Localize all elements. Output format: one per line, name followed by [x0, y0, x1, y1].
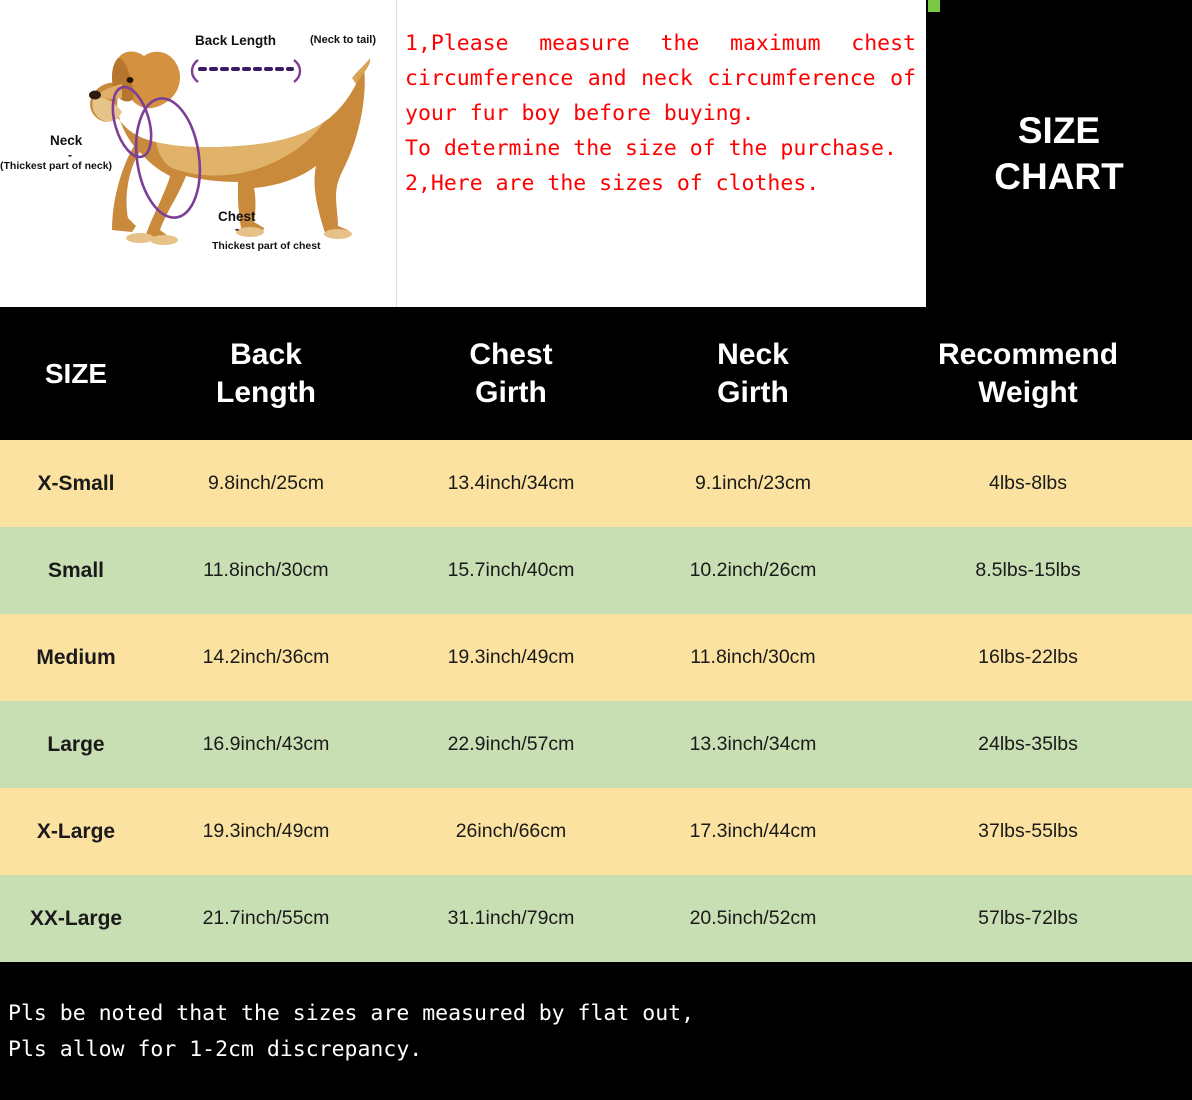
instruction-line-1: 1,Please measure the maximum chest circumference and neck circumference of your fur boy before buying. [405, 31, 916, 126]
cell-chest-girth: 15.7inch/40cm [380, 527, 642, 614]
cell-size: X-Large [0, 788, 152, 875]
cell-chest-girth: 19.3inch/49cm [380, 614, 642, 701]
cell-back-length: 19.3inch/49cm [152, 788, 380, 875]
cell-back-length: 14.2inch/36cm [152, 614, 380, 701]
cell-recommend-weight: 8.5lbs-15lbs [864, 527, 1192, 614]
instruction-line-3: 2,Here are the sizes of clothes. [405, 171, 820, 196]
cell-back-length: 21.7inch/55cm [152, 875, 380, 962]
column-header-neck-girth-line1: Neck [717, 337, 789, 371]
neck-note: (Thickest part of neck) [0, 160, 113, 172]
cell-size: Small [0, 527, 152, 614]
cell-recommend-weight: 16lbs-22lbs [864, 614, 1192, 701]
cell-chest-girth: 26inch/66cm [380, 788, 642, 875]
column-header-chest-girth-line1: Chest [469, 337, 553, 371]
cell-neck-girth: 9.1inch/23cm [642, 440, 864, 527]
column-header-back-length-line1: Back [230, 337, 302, 371]
back-length-note: (Neck to tail) [310, 34, 377, 46]
cell-size: Medium [0, 614, 152, 701]
column-header-size [0, 307, 152, 440]
neck-dash: - [68, 148, 72, 162]
column-header-back-length-line2: Length [216, 375, 316, 409]
chest-label: Chest [218, 209, 256, 224]
table-header-row [0, 307, 1192, 440]
size-chart-title-box [926, 0, 1192, 307]
table-header [0, 307, 1192, 440]
table-row [0, 875, 1192, 962]
table-row [0, 440, 1192, 527]
dog-drawing-icon [60, 38, 370, 253]
cell-chest-girth: 31.1inch/79cm [380, 875, 642, 962]
page-title [994, 108, 1123, 200]
cell-recommend-weight: 37lbs-55lbs [864, 788, 1192, 875]
instruction-line-2: To determine the size of the purchase. [405, 136, 897, 161]
back-length-label: Back Length [195, 33, 277, 48]
column-header-neck-girth [642, 307, 864, 440]
dog-measurement-illustration [0, 0, 396, 307]
cell-size: XX-Large [0, 875, 152, 962]
chest-dash: - [235, 222, 239, 236]
column-header-neck-girth-line2: Girth [717, 375, 789, 409]
column-header-chest-girth-line2: Girth [475, 375, 547, 409]
cell-recommend-weight: 24lbs-35lbs [864, 701, 1192, 788]
cell-chest-girth: 13.4inch/34cm [380, 440, 642, 527]
page-title-line-1: SIZE [1017, 109, 1101, 151]
cell-neck-girth: 20.5inch/52cm [642, 875, 864, 962]
column-header-back-length [152, 307, 380, 440]
cell-neck-girth: 13.3inch/34cm [642, 701, 864, 788]
footer-line-2: Pls allow for 1-2cm discrepancy. [8, 1037, 423, 1062]
cell-size: X-Small [0, 440, 152, 527]
cell-back-length: 9.8inch/25cm [152, 440, 380, 527]
column-header-recommend-weight-line1: Recommend [937, 337, 1119, 371]
corner-accent-marker [928, 0, 940, 12]
table-body [0, 440, 1192, 962]
column-header-size-line1: SIZE [44, 357, 108, 389]
column-header-recommend-weight-line2: Weight [978, 375, 1078, 409]
cell-neck-girth: 11.8inch/30cm [642, 614, 864, 701]
footer-line-1: Pls be noted that the sizes are measured by flat out, [8, 1001, 695, 1026]
neck-label: Neck [50, 133, 83, 148]
page-title-line-2: CHART [994, 155, 1124, 197]
cell-neck-girth: 17.3inch/44cm [642, 788, 864, 875]
cell-recommend-weight: 4lbs-8lbs [864, 440, 1192, 527]
dog-figure [60, 38, 370, 253]
column-header-chest-girth [380, 307, 642, 440]
cell-size: Large [0, 701, 152, 788]
cell-neck-girth: 10.2inch/26cm [642, 527, 864, 614]
table-row [0, 788, 1192, 875]
table-row [0, 701, 1192, 788]
cell-chest-girth: 22.9inch/57cm [380, 701, 642, 788]
column-header-recommend-weight [864, 307, 1192, 440]
table-row [0, 614, 1192, 701]
table-row [0, 527, 1192, 614]
cell-back-length: 16.9inch/43cm [152, 701, 380, 788]
cell-recommend-weight: 57lbs-72lbs [864, 875, 1192, 962]
cell-back-length: 11.8inch/30cm [152, 527, 380, 614]
size-chart-table [0, 307, 1192, 962]
top-section [0, 0, 1192, 307]
measuring-instructions [396, 0, 926, 307]
footer-note [0, 962, 1192, 1100]
chest-note: Thickest part of chest [212, 240, 321, 252]
